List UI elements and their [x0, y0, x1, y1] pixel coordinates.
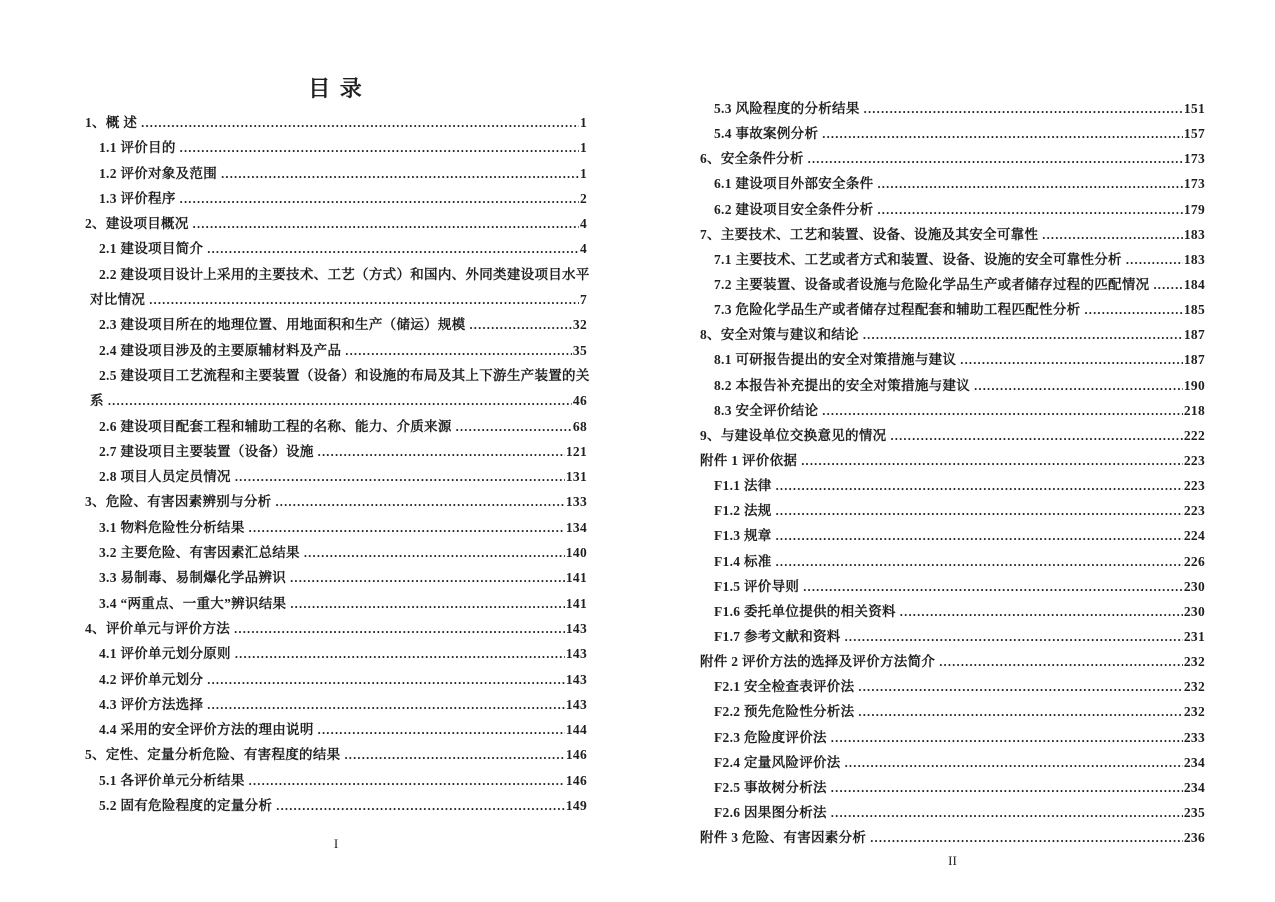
toc-page-number: 190 — [1183, 377, 1205, 393]
toc-entry-label: F1.2 法规 — [714, 503, 772, 519]
toc-entry — [700, 699, 1205, 724]
toc-leader-dots — [822, 121, 1183, 147]
toc-entry-label: 9、与建设单位交换意见的情况 — [700, 427, 887, 443]
toc-leader-dots — [221, 161, 579, 187]
toc-leader-dots — [877, 171, 1182, 197]
toc-entry — [700, 674, 1205, 699]
toc-entry-label: 4、评价单元与评价方法 — [85, 620, 231, 636]
toc-entry — [85, 363, 590, 388]
toc-leader-dots — [870, 825, 1183, 851]
toc-page-number: 223 — [1183, 452, 1205, 468]
toc-leader-dots — [290, 565, 565, 591]
toc-leader-dots — [207, 236, 579, 262]
toc-entry — [700, 473, 1205, 498]
toc-entry — [700, 146, 1205, 171]
toc-page-number: 234 — [1183, 754, 1205, 770]
toc-entry-label: 3、危险、有害因素辨别与分析 — [85, 494, 272, 510]
toc-leader-dots — [831, 800, 1183, 826]
toc-entry-label: 2.2 建设项目设计上采用的主要技术、工艺（方式）和国内、外同类建设项目水平 — [99, 266, 590, 282]
toc-entry-label: F1.6 委托单位提供的相关资料 — [714, 603, 896, 619]
toc-page-number: 236 — [1183, 830, 1205, 846]
toc-entry-label: F1.7 参考文献和资料 — [714, 628, 841, 644]
toc-entry-label: 系 — [90, 393, 104, 409]
toc-entry — [85, 641, 587, 666]
toc-entry — [85, 464, 587, 489]
toc-page-number: 185 — [1183, 302, 1205, 318]
toc-entry-label: 2.7 建设项目主要装置（设备）设施 — [99, 443, 314, 459]
toc-leader-dots — [974, 373, 1183, 399]
toc-entry — [700, 448, 1205, 473]
toc-leader-dots — [149, 287, 579, 313]
toc-entry — [85, 287, 587, 312]
toc-leader-dots — [960, 347, 1183, 373]
toc-entry — [700, 373, 1205, 398]
toc-entry-label: 5、定性、定量分析危险、有害程度的结果 — [85, 747, 341, 763]
toc-entry-label: 7、主要技术、工艺和装置、设备、设施及其安全可靠性 — [700, 226, 1039, 242]
toc-leader-dots — [890, 423, 1182, 449]
toc-entry — [700, 121, 1205, 146]
toc-page-number: 46 — [572, 393, 587, 409]
toc-page-number: 4 — [579, 216, 587, 232]
toc-entry — [85, 338, 587, 363]
toc-entry — [700, 599, 1205, 624]
toc-leader-dots — [141, 110, 579, 136]
toc-entry — [700, 800, 1205, 825]
toc-entry-label: F2.1 安全检查表评价法 — [714, 679, 855, 695]
toc-entry-label: 1.3 评价程序 — [99, 190, 176, 206]
toc-page-left — [85, 0, 590, 902]
toc-entry-label: 3.4 “两重点、一重大”辨识结果 — [99, 595, 287, 611]
toc-page-number: 7 — [579, 292, 587, 308]
toc-entry — [85, 667, 587, 692]
toc-leader-dots — [318, 439, 565, 465]
toc-leader-dots — [845, 624, 1183, 650]
toc-leader-dots — [900, 599, 1183, 625]
toc-entry-label: 1.1 评价目的 — [99, 140, 176, 156]
toc-leader-dots — [207, 667, 565, 693]
toc-entry-label: 5.4 事故案例分析 — [714, 126, 819, 142]
toc-page-number: 184 — [1183, 276, 1205, 292]
toc-entry — [85, 110, 587, 135]
toc-entry-label: 7.2 主要装置、设备或者设施与危险化学品生产或者储存过程的匹配情况 — [714, 276, 1150, 292]
toc-entry — [85, 591, 587, 616]
toc-page-number: 179 — [1183, 201, 1205, 217]
toc-page-number: 140 — [565, 545, 587, 561]
toc-leader-dots — [858, 699, 1182, 725]
toc-entry-label: F2.6 因果图分析法 — [714, 804, 827, 820]
toc-page-number: 121 — [565, 443, 587, 459]
toc-leader-dots — [776, 523, 1183, 549]
toc-entry — [700, 423, 1205, 448]
toc-page-number: 232 — [1183, 679, 1205, 695]
toc-entry-label: 2.4 建设项目涉及的主要原辅材料及产品 — [99, 342, 342, 358]
toc-entry-label: 2.5 建设项目工艺流程和主要装置（设备）和设施的布局及其上下游生产装置的关 — [99, 367, 590, 383]
toc-leader-dots — [1042, 222, 1183, 248]
toc-entry — [700, 247, 1205, 272]
toc-leader-dots — [235, 464, 565, 490]
toc-page-number: 234 — [1183, 779, 1205, 795]
toc-entry-label: 3.2 主要危险、有害因素汇总结果 — [99, 545, 300, 561]
toc-entry — [700, 649, 1205, 674]
toc-entry — [85, 186, 587, 211]
toc-entry — [700, 171, 1205, 196]
toc-leader-dots — [776, 473, 1183, 499]
toc-page-number: 143 — [565, 671, 587, 687]
toc-entry — [700, 549, 1205, 574]
toc-leader-dots — [180, 135, 579, 161]
toc-entry — [85, 161, 587, 186]
toc-entry-label: 1.2 评价对象及范围 — [99, 165, 218, 181]
toc-entry-label: 附件 2 评价方法的选择及评价方法简介 — [700, 654, 936, 670]
toc-leader-dots — [863, 322, 1183, 348]
toc-entry — [85, 515, 587, 540]
toc-entry-label: 4.4 采用的安全评价方法的理由说明 — [99, 722, 314, 738]
toc-leader-dots — [193, 211, 579, 237]
toc-leader-dots — [318, 717, 565, 743]
toc-entry — [85, 388, 587, 413]
toc-entry-label: 8、安全对策与建议和结论 — [700, 327, 859, 343]
toc-entry-label: 4.3 评价方法选择 — [99, 696, 204, 712]
toc-entry — [85, 135, 587, 160]
toc-leader-dots — [831, 775, 1183, 801]
toc-entries-right — [700, 96, 1205, 850]
toc-entry-label: 7.1 主要技术、工艺或者方式和装置、设备、设施的安全可靠性分析 — [714, 251, 1122, 267]
toc-leader-dots — [108, 388, 572, 414]
toc-entry-label: 2.6 建设项目配套工程和辅助工程的名称、能力、介质来源 — [99, 418, 452, 434]
toc-leader-dots — [803, 574, 1183, 600]
toc-entry-label: 附件 1 评价依据 — [700, 452, 798, 468]
toc-entry — [85, 717, 587, 742]
toc-leader-dots — [776, 549, 1183, 575]
toc-entry — [85, 211, 587, 236]
toc-page-number: 173 — [1183, 151, 1205, 167]
toc-entry-label: F2.3 危险度评价法 — [714, 729, 827, 745]
toc-entry-label: 对比情况 — [90, 292, 146, 308]
toc-entry-label: 6.2 建设项目安全条件分析 — [714, 201, 874, 217]
toc-page-number: 157 — [1183, 126, 1205, 142]
toc-leader-dots — [344, 742, 564, 768]
toc-entry-label: F1.1 法律 — [714, 478, 772, 494]
toc-entry — [700, 825, 1205, 850]
toc-entry — [700, 398, 1205, 423]
toc-page-right — [700, 0, 1205, 902]
toc-leader-dots — [822, 398, 1183, 424]
toc-entry-label: 7.3 危险化学品生产或者储存过程配套和辅助工程匹配性分析 — [714, 302, 1081, 318]
toc-leader-dots — [249, 515, 565, 541]
toc-page-number: 68 — [572, 418, 587, 434]
toc-entries-left — [85, 110, 590, 818]
toc-entry-label: 5.3 风险程度的分析结果 — [714, 101, 860, 116]
toc-entry — [700, 297, 1205, 322]
toc-entry-label: F2.2 预先危险性分析法 — [714, 704, 855, 720]
toc-page-number: 1 — [579, 140, 587, 156]
toc-entry — [700, 775, 1205, 800]
toc-entry-label: 2.8 项目人员定员情况 — [99, 469, 231, 485]
toc-entry — [85, 793, 587, 818]
toc-entry — [700, 347, 1205, 372]
toc-leader-dots — [469, 312, 571, 338]
toc-page-number: 143 — [565, 620, 587, 636]
toc-leader-dots — [1153, 272, 1182, 298]
toc-leader-dots — [1084, 297, 1182, 323]
toc-entry-label: 8.2 本报告补充提出的安全对策措施与建议 — [714, 377, 971, 393]
toc-leader-dots — [939, 649, 1183, 675]
toc-entry — [700, 725, 1205, 750]
toc-entry — [85, 692, 587, 717]
toc-page-number: 143 — [565, 696, 587, 712]
toc-entry — [85, 540, 587, 565]
toc-entry — [85, 414, 587, 439]
toc-page-number: 35 — [572, 342, 587, 358]
toc-page-number: 1 — [579, 165, 587, 181]
toc-leader-dots — [345, 338, 572, 364]
toc-entry — [700, 222, 1205, 247]
toc-page-number: 231 — [1183, 628, 1205, 644]
toc-entry-label: 2、建设项目概况 — [85, 216, 189, 232]
toc-leader-dots — [290, 591, 564, 617]
toc-leader-dots — [877, 197, 1182, 223]
toc-entry-label: 附件 3 危险、有害因素分析 — [700, 830, 867, 846]
toc-page-number: 134 — [565, 519, 587, 535]
toc-entry — [85, 439, 587, 464]
toc-leader-dots — [207, 692, 565, 718]
toc-leader-dots — [776, 498, 1183, 524]
toc-entry-label: 6、安全条件分析 — [700, 151, 804, 167]
toc-entry — [85, 742, 587, 767]
toc-page-number: 1 — [579, 115, 587, 130]
toc-page-number: 226 — [1183, 553, 1205, 569]
toc-page-number: 183 — [1183, 251, 1205, 267]
toc-page-number: 233 — [1183, 729, 1205, 745]
toc-page-number: 141 — [565, 570, 587, 586]
toc-entry-label: F1.3 规章 — [714, 528, 772, 544]
toc-page-number: 144 — [565, 722, 587, 738]
toc-entry — [700, 624, 1205, 649]
toc-entry — [700, 197, 1205, 222]
toc-page-number: 218 — [1183, 402, 1205, 418]
toc-entry-label: 5.2 固有危险程度的定量分析 — [99, 798, 273, 814]
toc-entry-label: F2.5 事故树分析法 — [714, 779, 827, 795]
toc-page-number: 232 — [1183, 654, 1205, 670]
toc-page-number: 183 — [1183, 226, 1205, 242]
toc-page-number: 232 — [1183, 704, 1205, 720]
toc-leader-dots — [276, 793, 565, 819]
toc-page-number: 222 — [1183, 427, 1205, 443]
toc-page-number: 143 — [565, 646, 587, 662]
toc-page-number: 230 — [1183, 603, 1205, 619]
toc-leader-dots — [801, 448, 1183, 474]
toc-entry — [700, 96, 1205, 121]
toc-page-number: 223 — [1183, 478, 1205, 494]
toc-page-number: 235 — [1183, 804, 1205, 820]
toc-entry-label: 1、概 述 — [85, 115, 138, 130]
toc-entry-label: F1.5 评价导则 — [714, 578, 800, 594]
toc-entry-label: 2.3 建设项目所在的地理位置、用地面积和生产（储运）规模 — [99, 317, 466, 333]
toc-entry — [85, 616, 587, 641]
page-title: 目 录 — [308, 76, 364, 101]
toc-leader-dots — [864, 96, 1183, 122]
toc-page-number: 146 — [565, 772, 587, 788]
toc-entry-label: F2.4 定量风险评价法 — [714, 754, 841, 770]
toc-page-number: 230 — [1183, 578, 1205, 594]
toc-entry — [700, 750, 1205, 775]
toc-page-number: 131 — [565, 469, 587, 485]
toc-page-number: 32 — [572, 317, 587, 333]
toc-leader-dots — [831, 725, 1183, 751]
toc-entry — [85, 768, 587, 793]
toc-page-number: 187 — [1183, 352, 1205, 368]
toc-leader-dots — [845, 750, 1183, 776]
toc-leader-dots — [1126, 247, 1183, 273]
toc-entry — [700, 272, 1205, 297]
page-number-left: I — [333, 836, 339, 851]
toc-page-number: 146 — [565, 747, 587, 763]
toc-entry — [85, 236, 587, 261]
toc-entry-label: 3.3 易制毒、易制爆化学品辨识 — [99, 570, 287, 586]
toc-entry-label: 2.1 建设项目简介 — [99, 241, 204, 257]
toc-leader-dots — [235, 641, 565, 667]
toc-entry — [700, 523, 1205, 548]
toc-entry-label: 4.1 评价单元划分原则 — [99, 646, 231, 662]
toc-entry — [85, 262, 590, 287]
toc-page-number: 133 — [565, 494, 587, 510]
toc-page-number: 173 — [1183, 176, 1205, 192]
toc-entry-label: 8.3 安全评价结论 — [714, 402, 819, 418]
toc-leader-dots — [858, 674, 1182, 700]
toc-entry — [85, 489, 587, 514]
toc-page-number: 4 — [579, 241, 587, 257]
toc-entry — [700, 574, 1205, 599]
toc-entry-label: 5.1 各评价单元分析结果 — [99, 772, 245, 788]
page-number-right: II — [948, 853, 957, 868]
toc-leader-dots — [808, 146, 1183, 172]
toc-page-number: 224 — [1183, 528, 1205, 544]
toc-leader-dots — [456, 414, 572, 440]
toc-entry-label: 8.1 可研报告提出的安全对策措施与建议 — [714, 352, 957, 368]
toc-page-number: 187 — [1183, 327, 1205, 343]
toc-entry — [85, 565, 587, 590]
toc-page-number: 223 — [1183, 503, 1205, 519]
toc-entry-label: F1.4 标准 — [714, 553, 772, 569]
toc-leader-dots — [180, 186, 579, 212]
toc-page-number: 151 — [1183, 101, 1205, 116]
toc-page-number: 141 — [565, 595, 587, 611]
toc-entry — [700, 322, 1205, 347]
toc-leader-dots — [304, 540, 565, 566]
toc-leader-dots — [249, 768, 565, 794]
toc-entry-label: 4.2 评价单元划分 — [99, 671, 204, 687]
toc-leader-dots — [275, 489, 564, 515]
toc-page-number: 2 — [579, 190, 587, 206]
toc-entry — [85, 312, 587, 337]
toc-entry-label: 3.1 物料危险性分析结果 — [99, 519, 245, 535]
toc-entry — [700, 498, 1205, 523]
toc-entry-label: 6.1 建设项目外部安全条件 — [714, 176, 874, 192]
toc-page-number: 149 — [565, 798, 587, 814]
toc-leader-dots — [234, 616, 565, 642]
